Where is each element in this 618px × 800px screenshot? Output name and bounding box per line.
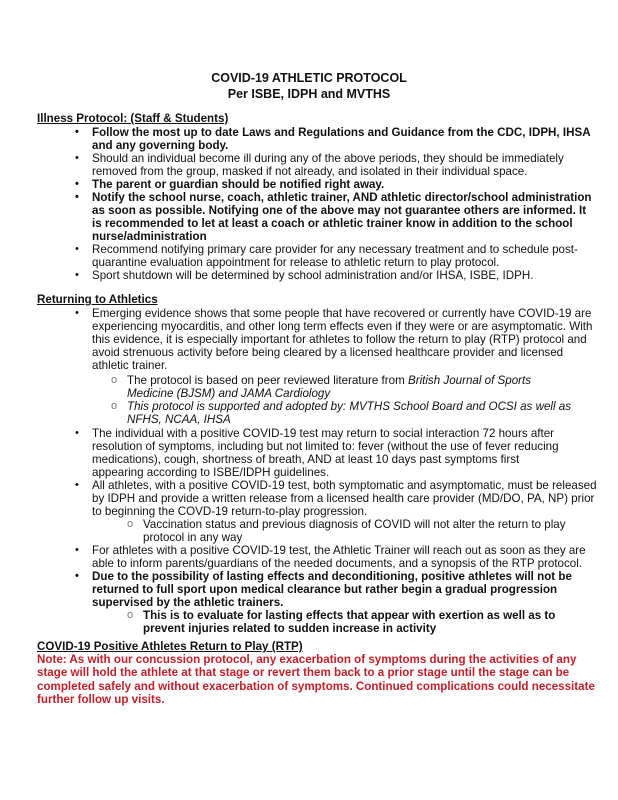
section-heading-rtp: COVID-19 Positive Athletes Return to Play (RTP) [37,640,303,653]
bullet-icon: • [75,191,79,203]
sub-list-item: o This protocol is supported and adopted by: MVTHS School Board and OCSI as well as NFHS, NCAA, IHSA [111,400,572,426]
list-item: • Due to the possibility of lasting effects and deconditioning, positive athletes will not be returned to full sport upon medical clearance but rather begin a gradual progression supervised by the athletic trainers. [75,570,572,609]
list-item: • All athletes, with a positive COVID-19 test, both symptomatic and asymptomatic, must be released by IDPH and provide a written release from a licensed health care provider (MD/DO, PA, NP) prior to beginning the COVD-19 return-to-play progression. [75,479,597,518]
sub-list-item: o Vaccination status and previous diagnosis of COVID will not alter the return to play protocol in any way [127,518,566,544]
sub-bullet-icon: o [127,609,134,621]
list-item: • Follow the most up to date Laws and Regulations and Guidance from the CDC, IDPH, IHSA and any governing body. [75,126,591,152]
list-item: • Notify the school nurse, coach, athletic trainer, AND athletic director/school administration as soon as possible. Notifying one of the above may not guarantee others are informed. It is recommended to let at least a coach or athletic trainer know in addition to the school nurse/administration [75,191,592,243]
bullet-icon: • [75,269,79,281]
bullet-icon: • [75,427,79,439]
sub-bullet-icon: o [127,518,134,530]
sub-list-item: o This is to evaluate for lasting effects that appear with exertion as well as to prevent injuries related to sudden increase in activity [127,609,556,635]
list-item: • For athletes with a positive COVID-19 test, the Athletic Trainer will reach out as soon as they are able to inform parents/guardians of the needed documents, and a synopsis of the RTP protocol. [75,544,586,570]
list-item: • Recommend notifying primary care provider for any necessary treatment and to schedule post-quarantine evaluation appointment for release to athletic return to play protocol. [75,243,578,269]
rtp-note: Note: As with our concussion protocol, any exacerbation of symptoms during the activities of any stage will hold the athlete at that stage or revert them back to a prior stage until the stage can be completed safely and without exacerbation of symptoms. Continued complications could necessitate further follow up visits. [37,653,595,707]
list-item: • Emerging evidence shows that some people that have recovered or currently have COVID-19 are experiencing myocarditis, and other long term effects even if they were or are asymptomatic. With this evidence, it is especially important for athletes to follow the return to play (RTP) protocol and avoid strenuous activity before being cleared by a licensed healthcare provider and licensed athletic trainer. [75,307,593,372]
bullet-icon: • [75,243,79,255]
list-item: • The individual with a positive COVID-19 test may return to social interaction 72 hours after resolution of symptoms, including but not limited to: fever (without the use of fever reducing medications), cough, shortness of breath, AND at least 10 days past symptoms first appearing according to ISBE/IDPH guidelines. [75,427,559,479]
bullet-icon: • [75,152,79,164]
section-heading-returning-to-athletics: Returning to Athletics [37,293,158,306]
document-subtitle: Per ISBE, IDPH and MVTHS [227,87,391,101]
sub-bullet-icon: o [111,374,118,386]
bullet-icon: • [75,570,79,582]
section-heading-illness-protocol: Illness Protocol: (Staff & Students) [37,112,229,125]
list-item: • The parent or guardian should be notified right away. [75,178,385,191]
list-item: • Sport shutdown will be determined by school administration and/or IHSA, ISBE, IDPH. [75,269,534,282]
bullet-icon: • [75,126,79,138]
bullet-icon: • [75,307,79,319]
list-item: • Should an individual become ill during any of the above periods, they should be immediately removed from the group, masked if not already, and isolated in their individual space. [75,152,564,178]
sub-bullet-icon: o [111,400,118,412]
bullet-icon: • [75,544,79,556]
sub-list-item: o The protocol is based on peer reviewed literature from British Journal of Sports Medicine (BJSM) and JAMA Cardiology [111,374,532,400]
bullet-icon: • [75,178,79,190]
bullet-icon: • [75,479,79,491]
document-title: COVID-19 ATHLETIC PROTOCOL [211,71,407,85]
